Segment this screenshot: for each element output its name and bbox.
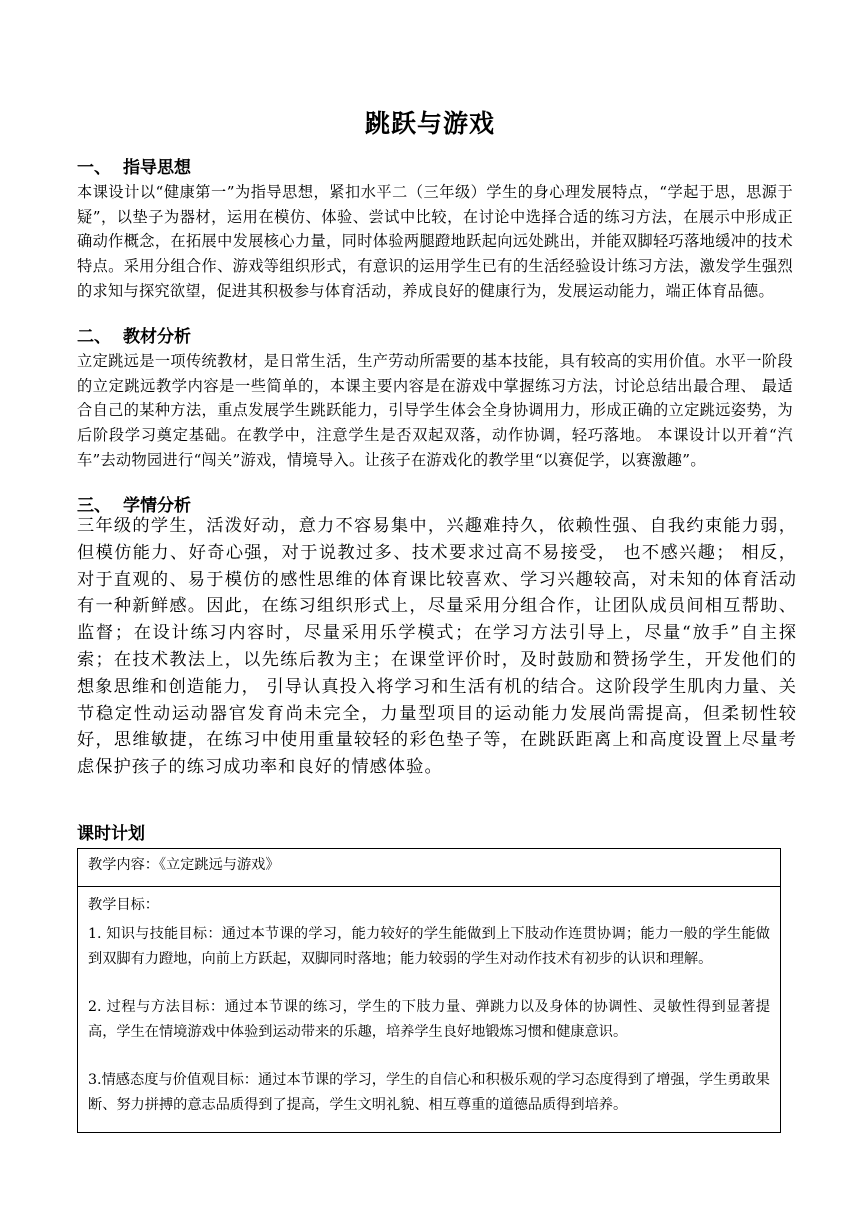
section-heading-text: 教材分析 [123,327,191,347]
lesson-plan-table [77,848,781,1133]
document-title: 跳跃与游戏 [364,109,495,138]
section-heading-text: 学情分析 [123,496,191,516]
section-heading-text: 指导思想 [123,158,191,178]
goal-knowledge-skill: 1. 知识与技能目标：通过本节课的学习，能力较好的学生能做到上下肢动作连贯协调；能力一般的学生能做到双脚有力蹬地，向前上方跃起，双脚同时落地；能力较弱的学生对动作技术有初步的认识和理解。 [88,926,770,967]
table-row-content [78,849,781,887]
section-number: 一、 [77,158,111,178]
goal-process-method: 2. 过程与方法目标：通过本节课的练习，学生的下肢力量、弹跳力以及身体的协调性、灵敏性得到显著提高，学生在情境游戏中体验到运动带来的乐趣，培养学生良好地锻炼习惯和健康意识。 [88,999,770,1040]
section-number: 二、 [77,327,111,347]
section-paragraph-student-analysis: 三年级的学生，活泼好动，意力不容易集中，兴趣难持久，依赖性强、自我约束能力弱，但模仿能力、好奇心强，对于说教过多、技术要求过高不易接受， 也不感兴趣； 相反，对于直观的、易于模仿的感性思维的体育课比较喜欢、学习兴趣较高，对未知的体育活动有一种新鲜感。因此，在练习组织形式上，尽量采用分组合作，让团队成员间相互帮助、监督；在设计练习内容时，尽量采用乐学模式；在学习方法引导上，尽量“放手”自主探索；在技术教法上，以先练后教为主；在课堂评价时，及时鼓励和赞扬学生，开发他们的想象思维和创造能力， 引导认真投入将学习和生活有机的结合。这阶段学生肌肉力量、关节稳定性动运动器官发育尚未完全，力量型项目的运动能力发展尚需提高，但柔韧性较好，思维敏捷，在练习中使用重量较轻的彩色垫子等，在跳跃距离上和高度设置上尽量考虑保护孩子的练习成功率和良好的情感体验。 [77,516,797,778]
goal-emotion-values: 3.情感态度与价值观目标：通过本节课的学习，学生的自信心和积极乐观的学习态度得到了增强，学生勇敢果断、努力拼搏的意志品质得到了提高，学生文明礼貌、相互尊重的道德品质得到培养。 [88,1072,770,1113]
section-paragraph-material-analysis: 立定跳远是一项传统教材，是日常生活，生产劳动所需要的基本技能，具有较高的实用价值。水平一阶段的立定跳远教学内容是一些简单的，本课主要内容是在游戏中掌握练习方法，讨论总结出最合理、 最适合自己的某种方法，重点发展学生跳跃能力，引导学生体会全身协调用力，形成正确的立定跳远姿势，为后阶段学习奠定基础。在教学中，注意学生是否双起双落，动作协调，轻巧落地。 本课设计以开着“汽车”去动物园进行“闯关”游戏，情境导入。让孩子在游戏化的教学里“以赛促学，以赛激趣”。 [77,352,793,469]
objectives-label: 教学目标： [88,897,159,913]
lesson-plan-heading: 课时计划 [77,824,145,844]
section-paragraph-guiding-idea: 本课设计以“健康第一”为指导思想，紧扣水平二（三年级）学生的身心理发展特点，“学起于思，思源于疑”，以垫子为器材，运用在模仿、体验、尝试中比较，在讨论中选择合适的练习方法，在展示中形成正确动作概念，在拓展中发展核心力量，同时体验两腿蹬地跃起向远处跳出，并能双脚轻巧落地缓冲的技术特点。采用分组合作、游戏等组织形式，有意识的运用学生已有的生活经验设计练习方法，激发学生强烈的求知与探究欲望，促进其积极参与体育活动，养成良好的健康行为，发展运动能力，端正体育品德。 [77,183,793,300]
table-row-objectives [78,887,781,1133]
section-heading-material-analysis [77,322,191,347]
section-number: 三、 [77,496,111,516]
teaching-content-cell: 教学内容：《立定跳远与游戏》 [78,849,781,887]
section-heading-guiding-idea [77,153,191,178]
teaching-objectives-cell [78,887,781,1133]
